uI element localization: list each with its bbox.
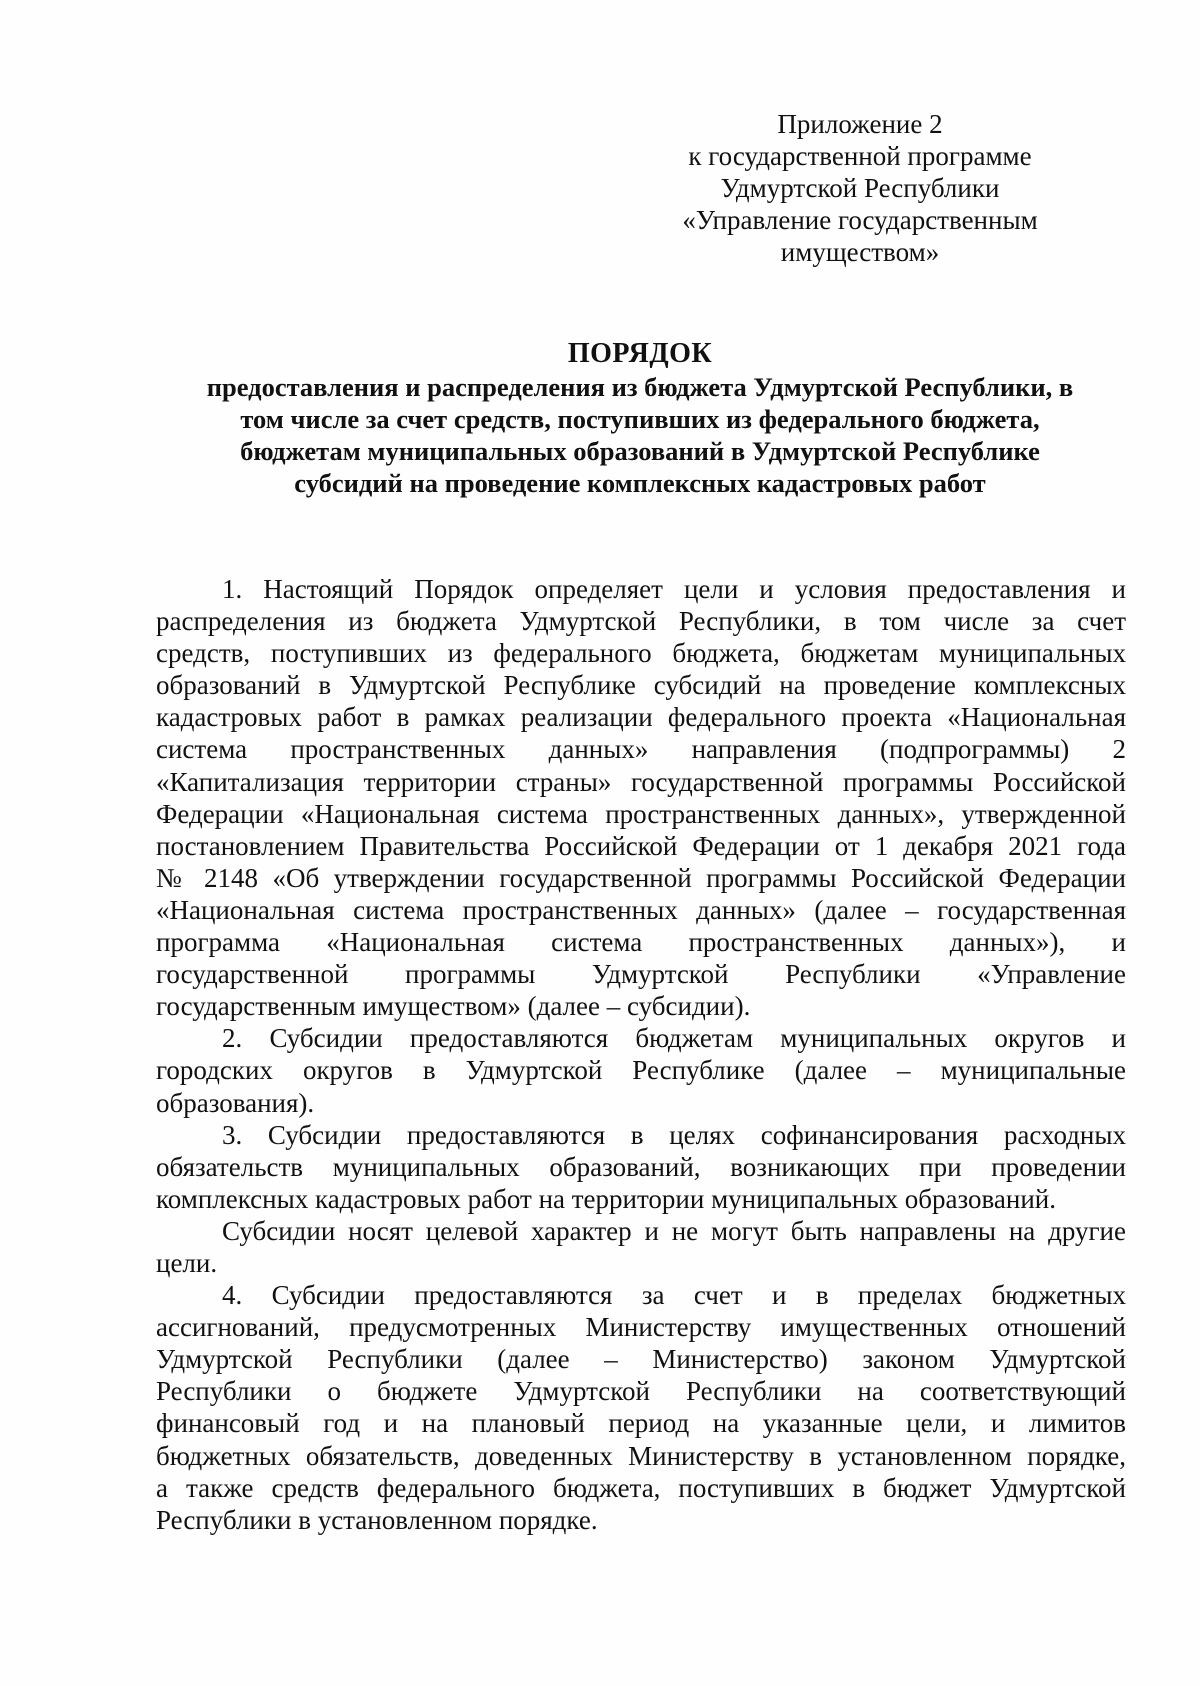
paragraph-line: № 2148 «Об утверждении государственной программы Российской Федерации bbox=[156, 862, 1126, 893]
paragraph-line: образования). bbox=[156, 1087, 315, 1118]
paragraph-line: государственным имуществом» (далее – субсидии). bbox=[156, 991, 751, 1022]
paragraph bbox=[156, 1022, 1126, 1118]
paragraph-line: 2. Субсидии предоставляются бюджетам муниципальных округов и bbox=[222, 1023, 1126, 1054]
paragraph-line: кадастровых работ в рамках реализации федерального проекта «Национальная bbox=[156, 702, 1126, 733]
paragraph-line: а также средств федерального бюджета, поступивших в бюджет Удмуртской bbox=[156, 1472, 1126, 1503]
paragraph-line: комплексных кадастровых работ на территории муниципальных образований. bbox=[156, 1183, 1056, 1214]
paragraph-line: программа «Национальная система пространственных данных»), и bbox=[156, 927, 1126, 958]
paragraph bbox=[156, 1215, 1126, 1279]
paragraph-line: Федерации «Национальная система пространственных данных», утвержденной bbox=[156, 798, 1126, 829]
title-line: субсидий на проведение комплексных кадастровых работ bbox=[294, 468, 986, 498]
title-line: бюджетам муниципальных образований в Удмуртской Республике bbox=[240, 436, 1040, 466]
paragraph bbox=[156, 573, 1126, 1022]
title-main: ПОРЯДОК bbox=[567, 338, 713, 369]
paragraph-line: Республики о бюджете Удмуртской Республики на соответствующий bbox=[156, 1376, 1126, 1407]
paragraph-line: средств, поступивших из федерального бюджета, бюджетам муниципальных bbox=[156, 638, 1126, 669]
paragraph-line: городских округов в Удмуртской Республике (далее – муниципальные bbox=[156, 1055, 1126, 1086]
paragraph-line: обязательств муниципальных образований, возникающих при проведении bbox=[156, 1151, 1126, 1182]
paragraph-line: постановлением Правительства Российской Федерации от 1 декабря 2021 года bbox=[156, 830, 1126, 861]
paragraph-line: образований в Удмуртской Республике субсидий на проведение комплексных bbox=[156, 670, 1126, 701]
paragraph-line: распределения из бюджета Удмуртской Республики, в том числе за счет bbox=[156, 606, 1126, 637]
appendix-line: имуществом» bbox=[780, 237, 940, 267]
appendix-line: «Управление государственным bbox=[682, 205, 1038, 235]
paragraph-line: 4. Субсидии предоставляются за счет и в пределах бюджетных bbox=[222, 1280, 1126, 1311]
appendix-line: к государственной программе bbox=[688, 141, 1032, 171]
appendix-line: Удмуртской Республики bbox=[720, 173, 1000, 203]
paragraph-line: государственной программы Удмуртской Республики «Управление bbox=[156, 959, 1126, 990]
paragraph bbox=[156, 1279, 1126, 1536]
paragraph-line: 1. Настоящий Порядок определяет цели и условия предоставления и bbox=[222, 574, 1126, 604]
paragraph-line: Республики в установленном порядке. bbox=[156, 1504, 598, 1535]
paragraph-line: Субсидии носят целевой характер и не могут быть направлены на другие bbox=[222, 1215, 1126, 1246]
paragraph-line: финансовый год и на плановый период на указанные цели, и лимитов bbox=[156, 1408, 1126, 1439]
paragraph-line: Удмуртской Республики (далее – Министерство) законом Удмуртской bbox=[156, 1344, 1126, 1375]
paragraph-line: цели. bbox=[156, 1247, 218, 1278]
title-line: том числе за счет средств, поступивших из федерального бюджета, bbox=[240, 404, 1040, 434]
paragraph-line: система пространственных данных» направления (подпрограммы) 2 bbox=[156, 734, 1126, 765]
title-line: предоставления и распределения из бюджета Удмуртской Республики, в bbox=[206, 372, 1074, 402]
paragraph-line: 3. Субсидии предоставляются в целях софинансирования расходных bbox=[222, 1119, 1126, 1150]
paragraph-line: «Национальная система пространственных данных» (далее – государственная bbox=[156, 894, 1126, 925]
document-title bbox=[150, 338, 1130, 499]
appendix-line: Приложение 2 bbox=[777, 109, 943, 139]
document-body bbox=[156, 573, 1126, 1536]
paragraph bbox=[156, 1119, 1126, 1215]
appendix-header bbox=[640, 108, 1080, 268]
paragraph-line: бюджетных обязательств, доведенных Министерству в установленном порядке, bbox=[156, 1440, 1126, 1471]
paragraph-line: ассигнований, предусмотренных Министерству имущественных отношений bbox=[156, 1312, 1126, 1343]
paragraph-line: «Капитализация территории страны» государственной программы Российской bbox=[156, 766, 1126, 797]
